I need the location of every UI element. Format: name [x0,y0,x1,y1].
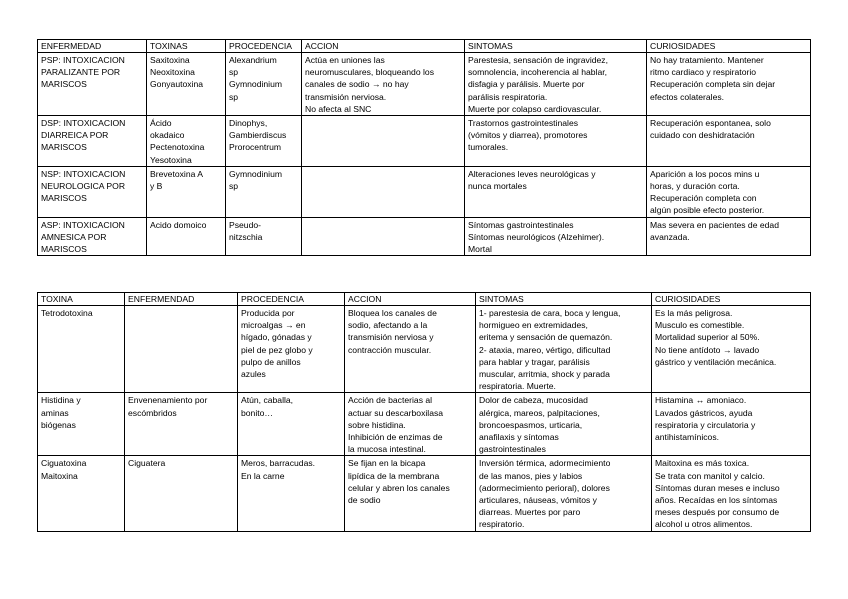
table-cell: Dinophys, Gambierdiscus Prorocentrum [226,116,302,167]
header-cell: CURIOSIDADES [652,293,811,306]
table-cell: Saxitoxina Neoxitoxina Gonyautoxina [147,53,226,116]
table-cell: NSP: INTOXICACION NEUROLOGICA POR MARISCOS [38,166,147,217]
table-row [38,306,811,393]
table-cell: Atún, caballa, bonito… [238,393,345,456]
table-header-row [38,40,811,53]
table-cell: Es la más peligrosa. Musculo es comestible. Mortalidad superior al 50%. No tiene antídoto → lavado gástrico y ventilación mecánica. [652,306,811,393]
table-row [38,217,811,256]
table-row [38,166,811,217]
toxins-table-shellfish [37,39,811,256]
table-cell: Actúa en uniones las neuromusculares, bloqueando los canales de sodio → no hay transmisión nerviosa. No afecta al SNC [302,53,465,116]
table-cell: Maitoxina es más toxica. Se trata con manitol y calcio. Síntomas duran meses e incluso años. Recaídas en los síntomas meses después por consumo de alcohol u otros alimentos. [652,456,811,531]
table-cell: ASP: INTOXICACION AMNESICA POR MARISCOS [38,217,147,256]
table-cell [125,306,238,393]
header-cell: ACCION [345,293,476,306]
header-cell: ENFERMEDAD [38,40,147,53]
table-cell [302,217,465,256]
table-cell: Alexandrium sp Gymnodinium sp [226,53,302,116]
toxins-table-fish [37,292,811,532]
table-cell: Meros, barracudas. En la carne [238,456,345,531]
table-cell: 1- parestesia de cara, boca y lengua, hormigueo en extremidades, eritema y sensación de quemazón. 2- ataxia, mareo, vértigo, dificultad para hablar y tragar, parálisis muscular, arritmia, shock y parada respiratoria. Muerte. [476,306,652,393]
table-row [38,393,811,456]
table-cell: Recuperación espontanea, solo cuidado con deshidratación [647,116,811,167]
table-row [38,456,811,531]
table-cell: Gymnodinium sp [226,166,302,217]
table-cell: Parestesia, sensación de ingravidez, somnolencia, incoherencia al hablar, disfagia y parálisis. Muerte por parálisis respiratoria. Muerte por colapso cardiovascular. [465,53,647,116]
table-cell: PSP: INTOXICACION PARALIZANTE POR MARISCOS [38,53,147,116]
header-cell: SINTOMAS [465,40,647,53]
table-cell: Brevetoxina A y B [147,166,226,217]
header-cell: TOXINA [38,293,125,306]
header-cell: TOXINAS [147,40,226,53]
table-cell [302,166,465,217]
header-cell: PROCEDENCIA [238,293,345,306]
table-row [38,53,811,116]
table-cell: Se fijan en la bicapa lipídica de la membrana celular y abren los canales de sodio [345,456,476,531]
table-cell: Trastornos gastrointestinales (vómitos y diarrea), promotores tumorales. [465,116,647,167]
table-cell: Acción de bacterias al actuar su descarboxilasa sobre histidina. Inhibición de enzimas de la mucosa intestinal. [345,393,476,456]
table-cell: Pseudo- nitzschia [226,217,302,256]
table-cell: Mas severa en pacientes de edad avanzada. [647,217,811,256]
table-cell: Dolor de cabeza, mucosidad alérgica, mareos, palpitaciones, broncoespasmos, urticaria, anafilaxis y síntomas gastrointestinales [476,393,652,456]
table-cell: Histamina ↔ amoniaco. Lavados gástricos, ayuda respiratoria y circulatoria y antihistamínicos. [652,393,811,456]
table-cell: Envenenamiento por escómbridos [125,393,238,456]
header-cell: SINTOMAS [476,293,652,306]
table-header-row [38,293,811,306]
header-cell: CURIOSIDADES [647,40,811,53]
table-cell: Bloquea los canales de sodio, afectando a la transmisión nerviosa y contracción muscular. [345,306,476,393]
table-row [38,116,811,167]
table-cell [302,116,465,167]
table-cell: Síntomas gastrointestinales Síntomas neurológicos (Alzehimer). Mortal [465,217,647,256]
header-cell: PROCEDENCIA [226,40,302,53]
header-cell: ENFERMENDAD [125,293,238,306]
table-cell: Ácido okadaico Pectenotoxina Yesotoxina [147,116,226,167]
header-cell: ACCION [302,40,465,53]
table-cell: Alteraciones leves neurológicas y nunca mortales [465,166,647,217]
table-cell: Ciguatera [125,456,238,531]
table-cell: Ciguatoxina Maitoxina [38,456,125,531]
table-cell: Acido domoico [147,217,226,256]
table-cell: No hay tratamiento. Mantener ritmo cardiaco y respiratorio Recuperación completa sin dejar efectos colaterales. [647,53,811,116]
table-cell: Producida por microalgas → en hígado, gónadas y piel de pez globo y pulpo de anillos azules [238,306,345,393]
table-cell: Aparición a los pocos mins u horas, y duración corta. Recuperación completa con algún posible efecto posterior. [647,166,811,217]
table-cell: Histidina y aminas biógenas [38,393,125,456]
table-cell: Tetrodotoxina [38,306,125,393]
table-cell: DSP: INTOXICACION DIARREICA POR MARISCOS [38,116,147,167]
table-cell: Inversión térmica, adormecimiento de las manos, pies y labios (adormecimiento perioral), dolores articulares, náuseas, vómitos y diarreas. Muertes por paro respiratorio. [476,456,652,531]
